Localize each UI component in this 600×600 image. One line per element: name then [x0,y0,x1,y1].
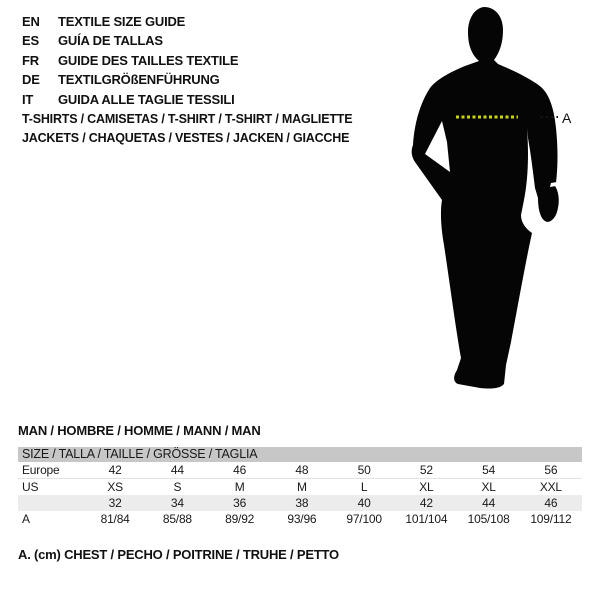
row-label [18,495,84,511]
table-cell: 89/92 [225,512,255,526]
table-cell: 54 [458,462,520,479]
table-cell: 46 [209,462,271,479]
language-row [22,31,238,50]
language-label: GUIDA ALLE TAGLIE TESSILI [58,91,235,107]
gender-heading: MAN / HOMBRE / HOMME / MANN / MAN [18,423,261,438]
category-tshirts: T-SHIRTS / CAMISETAS / T-SHIRT / T-SHIRT / MAGLIETTE [22,112,353,126]
table-cell: 44 [146,462,208,479]
language-label: TEXTILGRÖßENFÜHRUNG [58,72,220,88]
table-cell: 36 [233,496,247,510]
man-silhouette [412,7,559,389]
table-cell: XL [481,480,496,494]
table-cell: XXL [539,480,562,494]
size-table [18,447,582,527]
table-cell: 38 [295,496,309,510]
table-cell: 85/88 [162,512,192,526]
man-silhouette-svg [390,0,600,400]
category-jackets: JACKETS / CHAQUETAS / VESTES / JACKEN / GIACCHE [22,131,350,145]
language-code: IT [22,91,34,107]
language-row [22,70,238,89]
table-cell: 105/108 [467,512,510,526]
table-row-chest-cm [18,511,582,527]
table-cell: 93/96 [287,512,317,526]
table-cell: 81/84 [100,512,130,526]
measurement-footnote: A. (cm) CHEST / PECHO / POITRINE / TRUHE / PETTO [18,547,339,562]
category-list [22,110,352,148]
table-cell: XL [419,480,434,494]
table-cell: 48 [271,462,333,479]
language-code: ES [22,33,39,49]
table-row-us [18,479,582,496]
table-cell: 101/104 [405,512,448,526]
language-list [22,12,238,109]
language-label: GUÍA DE TALLAS [58,33,163,49]
language-code: DE [22,72,40,88]
table-cell: 97/100 [346,512,382,526]
table-cell: 40 [357,496,371,510]
language-code: EN [22,14,40,29]
row-label: A [22,512,30,526]
table-cell: S [173,480,182,494]
table-cell: 109/112 [530,512,572,526]
language-code: FR [22,52,39,68]
table-cell: 42 [84,462,146,479]
table-cell: M [234,480,245,494]
size-table-header-row [18,447,582,462]
table-cell: 42 [419,496,433,510]
table-cell: 56 [520,462,582,479]
table-cell: M [296,480,307,494]
size-table-wrap [18,447,582,527]
table-cell: L [360,480,368,494]
table-cell: 52 [395,462,457,479]
language-label: TEXTILE SIZE GUIDE [58,14,186,29]
table-cell: 50 [333,462,395,479]
row-label: Europe [18,462,84,479]
table-row-numeric [18,495,582,511]
table-cell: XS [107,480,123,494]
table-row-europe [18,462,582,479]
language-label: GUIDE DES TAILLES TEXTILE [58,52,239,68]
language-row [22,12,238,31]
table-cell: 46 [544,496,558,510]
man-figure [390,0,600,400]
language-row [22,90,238,109]
measure-label-a: A [562,110,572,126]
table-cell: 34 [170,496,184,510]
size-table-header: SIZE / TALLA / TAILLE / GRÖSSE / TAGLIA [18,447,582,462]
row-label: US [22,480,39,494]
table-cell: 44 [482,496,496,510]
language-row [22,51,238,70]
table-cell: 32 [108,496,122,510]
